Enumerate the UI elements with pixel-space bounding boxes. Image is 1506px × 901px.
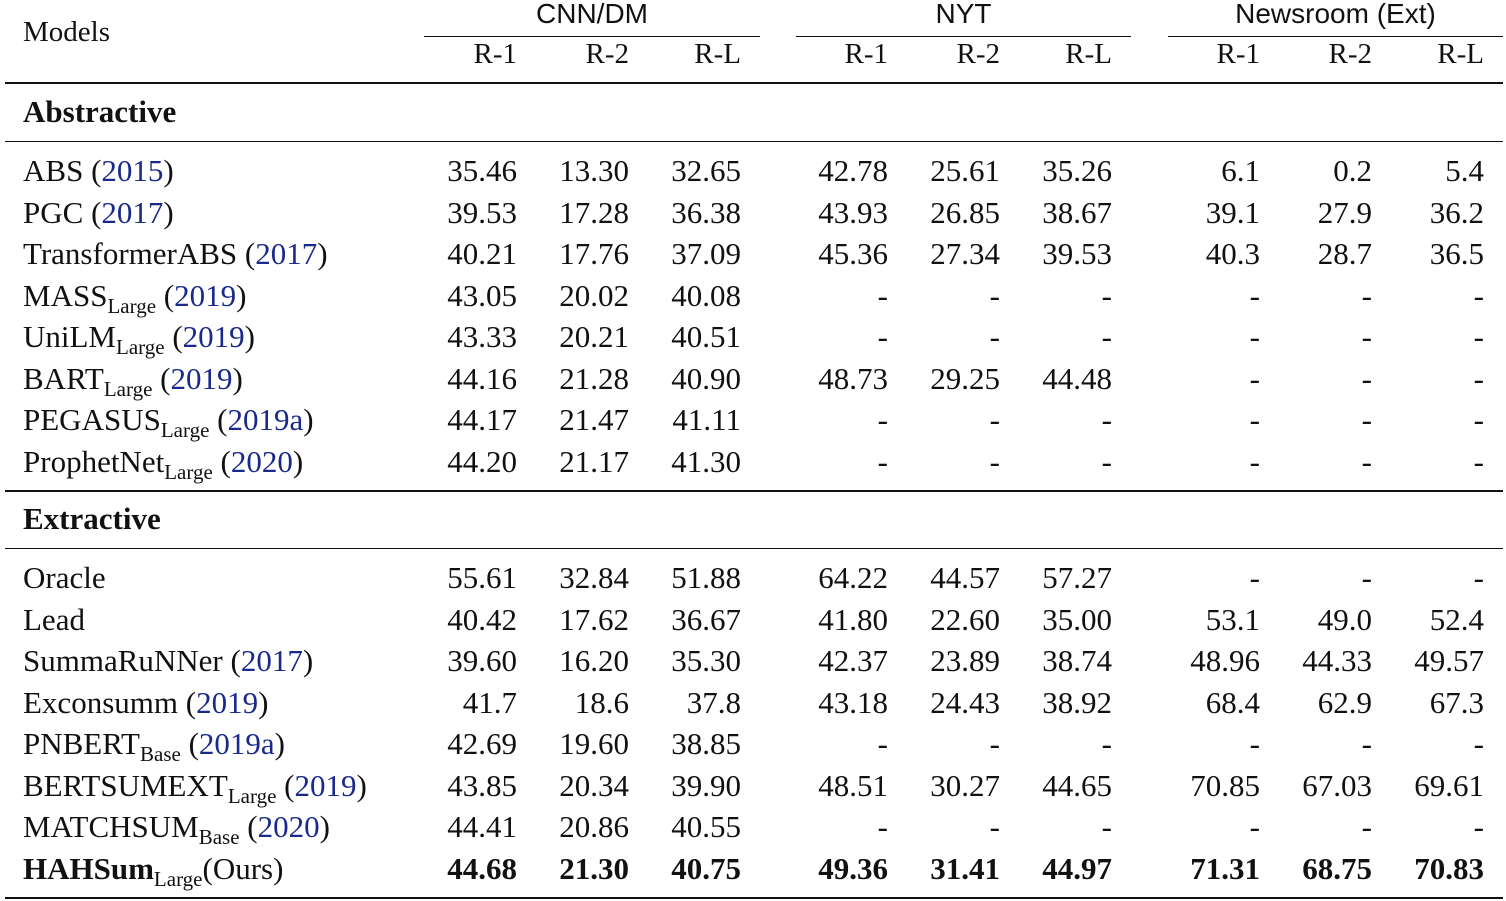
score-cell: - (989, 277, 1000, 313)
score-cell: 36.38 (671, 194, 741, 230)
score-cell: 18.6 (574, 684, 629, 720)
model-size: Base (198, 825, 240, 849)
score-cell: 48.51 (818, 767, 888, 803)
score-cell: 44.65 (1042, 767, 1112, 803)
section-divider (5, 490, 1503, 492)
score-cell: - (1361, 319, 1372, 354)
score-cell: - (1473, 726, 1484, 761)
score-cell: 35.30 (671, 643, 741, 678)
metric-header: R-L (694, 38, 741, 70)
score-cell: 35.46 (447, 153, 517, 188)
score-cell: 44.33 (1302, 643, 1372, 678)
score-cell: 49.0 (1317, 601, 1372, 637)
model-label: MATCHSUM (23, 809, 199, 844)
score-cell: - (1473, 277, 1484, 313)
score-cell: - (1473, 809, 1484, 844)
model-name (23, 850, 284, 891)
score-cell: 41.7 (462, 684, 517, 720)
score-cell: - (1249, 726, 1260, 761)
score-cell: - (989, 809, 1000, 844)
score-cell: 42.69 (447, 726, 517, 761)
citation-link[interactable]: 2020 (230, 443, 293, 479)
score-cell: 32.84 (559, 560, 629, 595)
score-cell: 25.61 (930, 153, 1000, 188)
score-cell: 43.33 (447, 319, 517, 354)
score-cell: - (1101, 402, 1112, 437)
section-rule (5, 141, 1503, 142)
score-cell: - (1249, 319, 1260, 354)
model-label: TransformerABS (23, 236, 238, 271)
score-cell: 42.37 (818, 643, 888, 678)
group-underline (1168, 36, 1503, 37)
model-name: UniLM$_{Large}$ (2019) (23, 319, 255, 359)
model-label: BART (23, 360, 104, 396)
score-cell: - (1361, 360, 1372, 396)
score-cell: 38.67 (1042, 194, 1112, 230)
model-size: Large (227, 783, 277, 808)
score-cell: - (989, 726, 1000, 761)
score-cell: 29.25 (930, 360, 1000, 396)
score-cell: 41.80 (818, 601, 888, 637)
model-label: ProphetNet (23, 443, 165, 479)
score-cell: 17.76 (559, 236, 629, 271)
score-cell: 27.34 (930, 236, 1000, 271)
metric-header: R-2 (585, 38, 629, 70)
score-cell: 39.53 (1042, 236, 1112, 271)
score-cell: 39.60 (447, 643, 517, 678)
score-cell: - (1473, 319, 1484, 354)
score-cell: 27.9 (1317, 194, 1372, 230)
score-cell: - (1101, 726, 1112, 761)
metric-header: R-1 (473, 38, 517, 70)
score-cell: 21.28 (559, 360, 629, 396)
score-cell: 49.36 (818, 850, 888, 886)
model-name: $PNBERT_{Base}$ (2019a) (23, 726, 285, 766)
dataset-header: NYT (935, 0, 992, 29)
model-name: $MATCHSUM_{Base}$ (2020) (23, 809, 330, 849)
score-cell: 24.43 (930, 684, 1000, 720)
score-cell: - (1361, 443, 1372, 479)
score-cell: 69.61 (1414, 767, 1484, 803)
score-cell: - (1473, 360, 1484, 396)
score-cell: 38.74 (1042, 643, 1112, 678)
score-cell: 52.4 (1429, 601, 1484, 637)
score-cell: - (1361, 402, 1372, 437)
model-label: ABS (23, 153, 84, 188)
section-title: Extractive (23, 501, 161, 536)
group-underline (424, 36, 760, 37)
model-size: Large (116, 335, 165, 359)
dataset-header: Newsroom (Ext) (1235, 0, 1436, 29)
score-cell: - (877, 726, 888, 761)
citation-link[interactable]: 2019 (294, 767, 357, 803)
model-name: SummaRuNNer (2017) (23, 643, 314, 678)
score-cell: 55.61 (447, 560, 517, 595)
model-label: BERTSUMEXT (23, 767, 228, 803)
score-cell: 43.18 (818, 684, 888, 720)
score-cell: - (989, 402, 1000, 437)
score-cell: - (1473, 560, 1484, 595)
score-cell: 37.09 (671, 236, 741, 271)
score-cell: 44.20 (447, 443, 517, 479)
model-name: TransformerABS (2017) (23, 236, 328, 271)
score-cell: 53.1 (1205, 601, 1260, 637)
score-cell: 44.57 (930, 560, 1000, 595)
score-cell: 17.62 (559, 601, 629, 637)
score-cell: 40.3 (1205, 236, 1260, 271)
model-label: HAHSum (23, 850, 154, 886)
citation-link[interactable]: 2017 (101, 194, 164, 230)
model-label: MASS (23, 277, 108, 313)
score-cell: 38.92 (1042, 684, 1112, 720)
score-cell: 21.47 (559, 402, 629, 437)
section-title: Abstractive (23, 94, 177, 129)
citation-link[interactable]: 2017 (240, 643, 303, 678)
score-cell: 40.75 (671, 850, 741, 886)
model-label: PGC (23, 194, 84, 230)
score-cell: - (877, 402, 888, 437)
score-cell: 71.31 (1190, 850, 1260, 886)
model-size: Large (160, 418, 210, 442)
score-cell: - (989, 443, 1000, 479)
score-cell: 40.55 (671, 809, 741, 844)
score-cell: 36.2 (1429, 194, 1484, 230)
score-cell: 48.96 (1190, 643, 1260, 678)
score-cell: 20.21 (559, 319, 629, 354)
model-size: Large (153, 866, 203, 891)
score-cell: - (1361, 560, 1372, 595)
score-cell: - (877, 277, 888, 313)
citation-link[interactable]: 2019 (170, 360, 233, 396)
score-cell: 32.65 (671, 153, 741, 188)
score-cell: - (877, 809, 888, 844)
metric-header: R-L (1065, 38, 1112, 70)
citation-link[interactable]: 2015 (101, 153, 164, 188)
score-cell: - (877, 319, 888, 354)
score-cell: 36.5 (1429, 236, 1484, 271)
score-cell: 57.27 (1042, 560, 1112, 595)
score-cell: 44.48 (1042, 360, 1112, 396)
score-cell: 20.02 (559, 277, 629, 313)
score-cell: - (1361, 277, 1372, 313)
model-label: Lead (23, 601, 85, 637)
model-name: $BERTSUMEXT_{Large}$ (2019) (23, 767, 367, 808)
score-cell: 68.75 (1302, 850, 1372, 886)
score-cell: 48.73 (818, 360, 888, 396)
score-cell: 6.1 (1221, 153, 1260, 188)
score-cell: - (1101, 277, 1112, 313)
score-cell: - (1249, 443, 1260, 479)
score-cell: 44.68 (447, 850, 517, 886)
score-cell: 44.41 (447, 809, 517, 844)
score-cell: - (1473, 443, 1484, 479)
score-cell: 43.85 (447, 767, 517, 803)
score-cell: 44.17 (447, 402, 517, 437)
bottom-rule (5, 897, 1503, 899)
score-cell: 44.16 (447, 360, 517, 396)
score-cell: 26.85 (930, 194, 1000, 230)
score-cell: 62.9 (1317, 684, 1372, 720)
model-label: Exconsumm (23, 684, 178, 720)
model-name (23, 601, 85, 637)
model-size: Large (164, 459, 213, 484)
model-name: Exconsumm (2019) (23, 684, 269, 720)
dataset-header: CNN/DM (536, 0, 648, 29)
score-cell: 16.20 (559, 643, 629, 678)
header-rule (5, 82, 1503, 84)
score-cell: - (1361, 726, 1372, 761)
model-size: Large (103, 376, 153, 401)
score-cell: 23.89 (930, 643, 1000, 678)
score-cell: 39.53 (447, 194, 517, 230)
model-name (23, 562, 106, 593)
score-cell: 17.28 (559, 194, 629, 230)
score-cell: 40.08 (671, 277, 741, 313)
score-cell: 70.85 (1190, 767, 1260, 803)
score-cell: 30.27 (930, 767, 1000, 803)
metric-header: R-1 (844, 38, 888, 70)
citation-link[interactable]: 2019a (227, 402, 304, 437)
score-cell: 21.17 (559, 443, 629, 479)
model-name: $MASS_{Large}$ (2019) (23, 277, 247, 318)
score-cell: 20.34 (559, 767, 629, 803)
score-cell: 44.97 (1042, 850, 1112, 886)
score-cell: 13.30 (559, 153, 629, 188)
score-cell: 67.03 (1302, 767, 1372, 803)
score-cell: 39.90 (671, 767, 741, 803)
score-cell: 38.85 (671, 726, 741, 761)
citation-link[interactable]: 2019a (198, 726, 275, 761)
score-cell: - (989, 319, 1000, 354)
score-cell: - (877, 443, 888, 479)
score-cell: - (1473, 402, 1484, 437)
model-name: PGC (2017) (23, 194, 174, 230)
score-cell: - (1249, 560, 1260, 595)
model-suffix: (Ours) (202, 850, 284, 886)
score-cell: 40.90 (671, 360, 741, 396)
citation-link[interactable]: 2020 (257, 809, 320, 844)
citation-link[interactable]: 2017 (255, 236, 318, 271)
model-label: PNBERT (23, 726, 140, 761)
score-cell: 40.21 (447, 236, 517, 271)
score-cell: 49.57 (1414, 643, 1484, 678)
score-cell: 41.11 (672, 402, 741, 437)
score-cell: 40.42 (447, 601, 517, 637)
score-cell: 0.2 (1333, 153, 1372, 188)
score-cell: 35.26 (1042, 153, 1112, 188)
citation-link[interactable]: 2019 (182, 319, 245, 354)
score-cell: 21.30 (559, 850, 629, 886)
model-label: Oracle (23, 560, 106, 595)
score-cell: 20.86 (559, 809, 629, 844)
score-cell: 31.41 (930, 850, 1000, 886)
citation-link[interactable]: 2019 (196, 684, 259, 720)
model-label: SummaRuNNer (23, 643, 223, 678)
section-rule (5, 548, 1503, 549)
score-cell: 22.60 (930, 601, 1000, 637)
model-size: Base (140, 742, 181, 766)
metric-header: R-L (1437, 38, 1484, 70)
score-cell: - (1249, 809, 1260, 844)
score-cell: - (1249, 277, 1260, 313)
score-cell: - (1101, 809, 1112, 844)
score-cell: 39.1 (1205, 194, 1260, 230)
model-name: ABS (2015) (23, 153, 174, 188)
score-cell: 36.67 (671, 601, 741, 637)
score-cell: - (1101, 443, 1112, 479)
score-cell: - (1249, 402, 1260, 437)
score-cell: 67.3 (1429, 684, 1484, 720)
model-name: ProphetNet$_{Large}$ (2020) (23, 443, 304, 484)
metric-header: R-1 (1216, 38, 1260, 70)
citation-link[interactable]: 2019 (174, 277, 237, 313)
score-cell: 70.83 (1414, 850, 1484, 886)
score-cell: 35.00 (1042, 601, 1112, 637)
score-cell: 43.93 (818, 194, 888, 230)
score-cell: 40.51 (671, 319, 741, 354)
score-cell: 45.36 (818, 236, 888, 271)
score-cell: 41.30 (671, 443, 741, 479)
score-cell: - (1361, 809, 1372, 844)
score-cell: 19.60 (559, 726, 629, 761)
score-cell: - (1249, 360, 1260, 396)
score-cell: 28.7 (1317, 236, 1372, 271)
model-label: UniLM (23, 319, 116, 354)
model-size: Large (107, 293, 157, 318)
metric-header: R-2 (956, 38, 1000, 70)
score-cell: 42.78 (818, 153, 888, 188)
score-cell: 51.88 (671, 560, 741, 595)
models-header: Models (23, 16, 110, 48)
score-cell: 68.4 (1205, 684, 1260, 720)
model-name: $PEGASUS_{Large}$ (2019a) (23, 402, 314, 442)
score-cell: 64.22 (818, 560, 888, 595)
score-cell: - (1101, 319, 1112, 354)
group-underline (796, 36, 1131, 37)
score-cell: 37.8 (686, 684, 741, 720)
score-cell: 5.4 (1445, 153, 1484, 188)
model-label: PEGASUS (23, 402, 161, 437)
model-name: $BART_{Large}$ (2019) (23, 360, 243, 401)
score-cell: 43.05 (447, 277, 517, 313)
metric-header: R-2 (1328, 38, 1372, 70)
